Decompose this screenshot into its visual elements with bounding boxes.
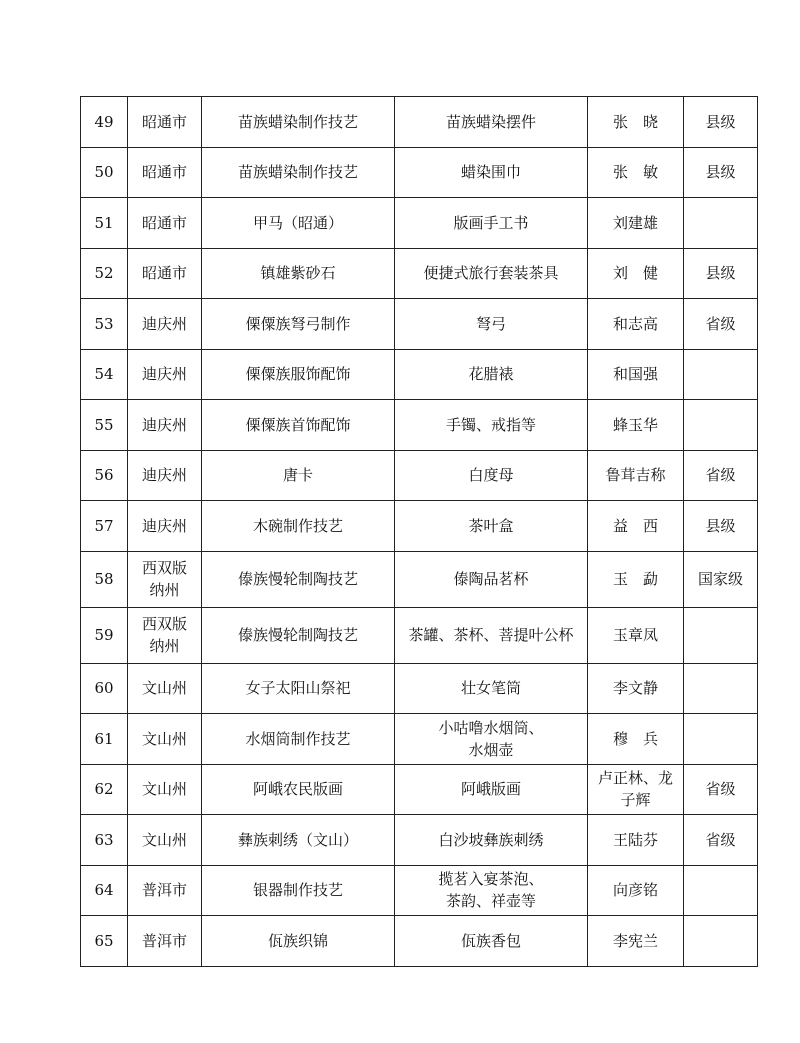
inheritor-cell: 玉 勐: [588, 551, 684, 607]
craft-name-cell: 水烟筒制作技艺: [202, 714, 395, 765]
row-number: 62: [81, 764, 128, 815]
inheritor-cell: 张 晓: [588, 97, 684, 148]
level-cell: [684, 916, 758, 967]
inheritor-cell: 刘建雄: [588, 198, 684, 249]
inheritor-cell: 张 敏: [588, 147, 684, 198]
craft-name-cell: 唐卡: [202, 450, 395, 501]
table-row: [81, 299, 758, 350]
region-cell: 普洱市: [128, 916, 202, 967]
table-row: [81, 663, 758, 714]
level-cell: [684, 865, 758, 916]
level-cell: [684, 607, 758, 663]
region-cell-line: 西双版: [141, 559, 187, 577]
product-cell: 版画手工书: [395, 198, 588, 249]
product-cell: 手镯、戒指等: [395, 400, 588, 451]
product-cell-line: 小咕噜水烟筒、: [438, 718, 544, 737]
level-cell: [684, 349, 758, 400]
table-row: [81, 764, 758, 815]
product-cell: [395, 865, 588, 916]
product-cell: 弩弓: [395, 299, 588, 350]
row-number: 60: [81, 663, 128, 714]
craft-name-cell: 甲马（昭通）: [202, 198, 395, 249]
inheritor-cell: 王陆芬: [588, 815, 684, 866]
product-cell: 花腊裱: [395, 349, 588, 400]
region-cell: 迪庆州: [128, 400, 202, 451]
craft-name-cell: 傈僳族首饰配饰: [202, 400, 395, 451]
table-row: [81, 400, 758, 451]
inheritor-cell: 向彦铭: [588, 865, 684, 916]
inheritor-cell: 鲁茸吉称: [588, 450, 684, 501]
table-row: [81, 714, 758, 765]
product-cell: 茶叶盒: [395, 501, 588, 552]
table-row: [81, 248, 758, 299]
product-cell: [395, 714, 588, 765]
region-cell: 昭通市: [128, 147, 202, 198]
table-row: [81, 198, 758, 249]
row-number: 63: [81, 815, 128, 866]
inheritor-cell: 蜂玉华: [588, 400, 684, 451]
level-cell: 县级: [684, 147, 758, 198]
region-cell: 迪庆州: [128, 299, 202, 350]
craft-name-cell: 银器制作技艺: [202, 865, 395, 916]
region-cell: 文山州: [128, 764, 202, 815]
row-number: 50: [81, 147, 128, 198]
craft-name-cell: 阿峨农民版画: [202, 764, 395, 815]
table-row: [81, 607, 758, 663]
row-number: 49: [81, 97, 128, 148]
inheritor-cell: 刘 健: [588, 248, 684, 299]
table-row: [81, 815, 758, 866]
inheritor-cell: 和国强: [588, 349, 684, 400]
level-cell: [684, 663, 758, 714]
table-row: [81, 501, 758, 552]
product-cell: 白度母: [395, 450, 588, 501]
level-cell: [684, 714, 758, 765]
level-cell: 国家级: [684, 551, 758, 607]
row-number: 51: [81, 198, 128, 249]
table-body: [81, 97, 758, 967]
row-number: 65: [81, 916, 128, 967]
inheritor-cell-line: 卢正林、龙: [597, 769, 673, 788]
region-cell: 昭通市: [128, 97, 202, 148]
product-cell-line: 茶韵、祥壶等: [445, 892, 536, 911]
craft-name-cell: 女子太阳山祭祀: [202, 663, 395, 714]
craft-name-cell: 镇雄紫砂石: [202, 248, 395, 299]
table-row: [81, 551, 758, 607]
table-row: [81, 147, 758, 198]
table-row: [81, 349, 758, 400]
heritage-table: [80, 96, 758, 967]
inheritor-cell: [588, 764, 684, 815]
craft-name-cell: 傈僳族服饰配饰: [202, 349, 395, 400]
craft-name-cell: 佤族织锦: [202, 916, 395, 967]
level-cell: 县级: [684, 97, 758, 148]
region-cell: 文山州: [128, 714, 202, 765]
product-cell-line: 水烟壶: [468, 740, 514, 759]
craft-name-cell: 傣族慢轮制陶技艺: [202, 607, 395, 663]
row-number: 56: [81, 450, 128, 501]
craft-name-cell: 傈僳族弩弓制作: [202, 299, 395, 350]
region-cell: 文山州: [128, 663, 202, 714]
region-cell: 迪庆州: [128, 501, 202, 552]
level-cell: 省级: [684, 450, 758, 501]
table-row: [81, 450, 758, 501]
region-cell: 迪庆州: [128, 349, 202, 400]
product-cell: 白沙坡彝族刺绣: [395, 815, 588, 866]
row-number: 64: [81, 865, 128, 916]
region-cell: 文山州: [128, 815, 202, 866]
level-cell: 省级: [684, 815, 758, 866]
inheritor-cell: 和志高: [588, 299, 684, 350]
region-cell: 普洱市: [128, 865, 202, 916]
craft-name-cell: 木碗制作技艺: [202, 501, 395, 552]
level-cell: [684, 400, 758, 451]
row-number: 61: [81, 714, 128, 765]
level-cell: 县级: [684, 248, 758, 299]
inheritor-cell: 李宪兰: [588, 916, 684, 967]
row-number: 59: [81, 607, 128, 663]
row-number: 57: [81, 501, 128, 552]
region-cell: 昭通市: [128, 248, 202, 299]
level-cell: [684, 198, 758, 249]
craft-name-cell: 苗族蜡染制作技艺: [202, 97, 395, 148]
product-cell: 便捷式旅行套装茶具: [395, 248, 588, 299]
level-cell: 省级: [684, 764, 758, 815]
product-cell: 傣陶品茗杯: [395, 551, 588, 607]
region-cell-line: 纳州: [149, 581, 180, 599]
product-cell: 佤族香包: [395, 916, 588, 967]
craft-name-cell: 傣族慢轮制陶技艺: [202, 551, 395, 607]
level-cell: 省级: [684, 299, 758, 350]
product-cell: 茶罐、茶杯、菩提叶公杯: [395, 607, 588, 663]
region-cell-line: 西双版: [141, 615, 187, 633]
inheritor-cell-line: 子辉: [620, 791, 651, 810]
product-cell: 阿峨版画: [395, 764, 588, 815]
table-row: [81, 916, 758, 967]
level-cell: 县级: [684, 501, 758, 552]
inheritor-cell: 穆 兵: [588, 714, 684, 765]
region-cell-line: 纳州: [149, 637, 180, 655]
product-cell: 蜡染围巾: [395, 147, 588, 198]
region-cell: [128, 551, 202, 607]
region-cell: 迪庆州: [128, 450, 202, 501]
inheritor-cell: 益 西: [588, 501, 684, 552]
product-cell: 苗族蜡染摆件: [395, 97, 588, 148]
row-number: 58: [81, 551, 128, 607]
region-cell: [128, 607, 202, 663]
table-row: [81, 97, 758, 148]
row-number: 52: [81, 248, 128, 299]
product-cell-line: 揽茗入宴茶泡、: [438, 870, 544, 889]
row-number: 53: [81, 299, 128, 350]
region-cell: 昭通市: [128, 198, 202, 249]
inheritor-cell: 玉章凤: [588, 607, 684, 663]
row-number: 54: [81, 349, 128, 400]
table-row: [81, 865, 758, 916]
craft-name-cell: 彝族刺绣（文山）: [202, 815, 395, 866]
inheritor-cell: 李文静: [588, 663, 684, 714]
row-number: 55: [81, 400, 128, 451]
craft-name-cell: 苗族蜡染制作技艺: [202, 147, 395, 198]
product-cell: 壮女笔筒: [395, 663, 588, 714]
